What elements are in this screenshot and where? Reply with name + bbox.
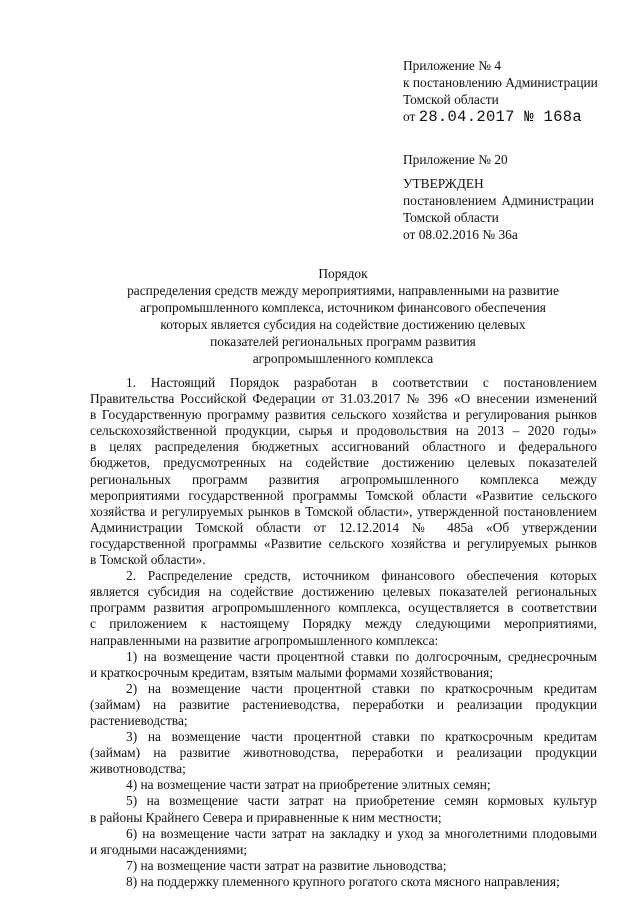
body-text-line: (займам) на развитие растениеводства, переработки и реализации продукции	[90, 696, 597, 712]
approved-label: УТВЕРЖДЕН	[403, 176, 484, 191]
appendix-4-to: к постановлению Администрации	[403, 75, 598, 90]
document-title: Порядок	[318, 266, 368, 281]
body-text-line: мероприятиями государственной программы Томской области «Развитие сельского	[90, 487, 597, 503]
body-text-line: Правительства Российской Федерации от 31.03.2017 № 396 «О внесении изменений	[90, 391, 597, 407]
body-text-line: 3) на возмещение части процентной ставки по краткосрочным кредитам	[126, 729, 597, 745]
body-text-line: бюджетов, предусмотренных на содействие достижению целевых показателей	[90, 455, 597, 471]
appendix-20-title: Приложение № 20	[403, 152, 508, 167]
body-text-line: государственной программы «Развитие сельского хозяйства и регулируемых рынков	[90, 535, 597, 551]
body-text-line: животноводства;	[90, 761, 186, 777]
heading-line: показателей региональных программ развития	[210, 334, 476, 349]
appendix-4-date-stamp: 28.04.2017 № 168а	[418, 108, 582, 126]
approved-region: Томской области	[403, 210, 499, 225]
document-body	[90, 375, 597, 890]
body-text-line: сельскохозяйственной продукции, сырья и продовольствия на 2013 – 2020 годы»	[90, 423, 597, 439]
approved-block	[403, 175, 603, 243]
body-text-line: в целях распределения бюджетных ассигнований областного и федерального	[90, 439, 597, 455]
body-text-line: 8) на поддержку племенного крупного рогатого скота мясного направления;	[126, 873, 560, 889]
body-text-line: 6) на возмещение части затрат на закладку и уход за многолетними плодовыми	[126, 825, 597, 841]
body-text-line: Администрации Томской области от 12.12.2014 № 485а «Об утверждении	[90, 519, 597, 535]
appendix-4-title: Приложение № 4	[403, 58, 502, 73]
heading-line: агропромышленного комплекса, источником финансового обеспечения	[140, 300, 546, 315]
body-text-line: направленными на развитие агропромышленного комплекса:	[90, 632, 439, 648]
body-text-line: и ягодными насаждениями;	[90, 841, 248, 857]
approved-date: от 08.02.2016 № 36а	[403, 227, 518, 242]
body-text-line: 2) на возмещение части процентной ставки по краткосрочным кредитам	[126, 680, 597, 696]
heading-line: распределения средств между мероприятиями, направленными на развитие	[127, 283, 559, 298]
body-text-line: в районы Крайнего Севера и приравненные к ним местности;	[90, 809, 442, 825]
body-text-line: 5) на возмещение части затрат на приобретение семян кормовых культур	[126, 793, 597, 809]
body-text-line: региональных программ развития агропромышленного комплекса между	[90, 471, 597, 487]
appendix-4-date-prefix: от	[403, 109, 416, 124]
body-text-line: является субсидия на содействие достижению целевых показателей региональных	[90, 584, 597, 600]
body-text-line: с приложением к настоящему Порядку между следующими мероприятиями,	[90, 616, 597, 632]
appendix-4-date-line	[403, 108, 603, 126]
body-text-line: 4) на возмещение части затрат на приобретение элитных семян;	[126, 777, 491, 793]
body-text-line: 1) на возмещение части процентной ставки по долгосрочным, среднесрочным	[126, 648, 597, 664]
appendix-4-region: Томской области	[403, 92, 499, 107]
document-heading	[90, 265, 596, 367]
heading-line: которых является субсидия на содействие достижению целевых	[160, 317, 526, 332]
body-text-line: хозяйства и регулируемых рынков в Томской области», утвержденной постановлением	[90, 503, 597, 519]
body-text-line: 1. Настоящий Порядок разработан в соответствии с постановлением	[126, 375, 597, 390]
body-text-line: растениеводства;	[90, 712, 188, 728]
body-text-line: и краткосрочным кредитам, взятым малыми формами хозяйствования;	[90, 664, 494, 680]
body-text-line: 7) на возмещение части затрат на развитие льноводства;	[126, 857, 447, 873]
body-text-line: в Томской области».	[90, 552, 206, 568]
body-text-line: (займам) на развитие животноводства, переработки и реализации продукции	[90, 745, 597, 761]
body-text-line: в Государственную программу развития сельского хозяйства и регулирования рынков	[90, 407, 597, 423]
heading-line: агропромышленного комплекса	[252, 351, 434, 366]
approved-by: постановлением Администрации	[403, 193, 594, 208]
body-text-line: программ развития агропромышленного комплекса, осуществляется в соответствии	[90, 600, 597, 616]
appendix-20-header	[403, 151, 603, 168]
body-text-line: 2. Распределение средств, источником финансового обеспечения которых	[126, 568, 597, 584]
appendix-4-header	[403, 57, 603, 126]
